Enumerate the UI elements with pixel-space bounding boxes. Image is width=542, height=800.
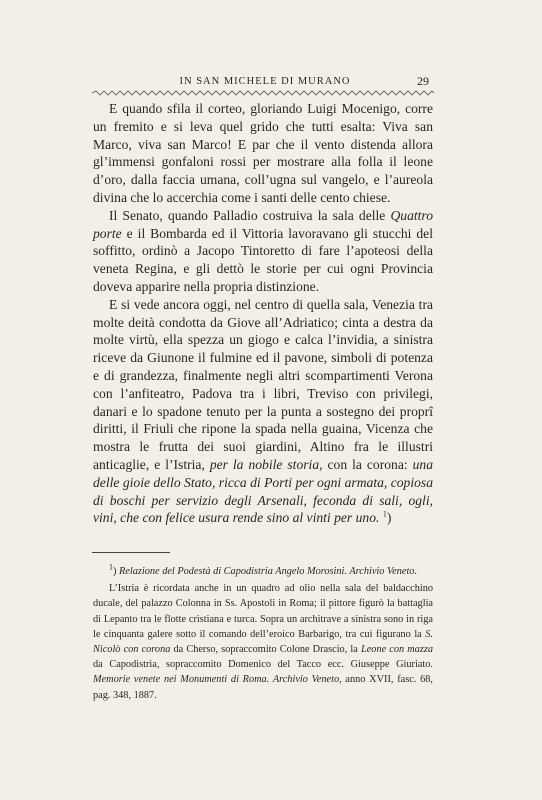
decorative-rule [92,90,434,96]
footnotes [93,564,433,705]
footnote-1: $^1$) Relazione del Podestà di Capodistria Angelo Morosini. Archivio Veneto. [109,562,418,577]
paragraph-3: E si vede ancora oggi, nel centro di quella sala, Venezia tra molte deità condotta da Giove all’Adriatico; cinta a destra da molte virtù, ella spezza un giogo e calca l’invidia, a sinistra riceve da Giunone il fulmine ed il pavone, simboli di potenza e di grandezza, finalmente negli altri scompartimenti Verona con l’anfiteatro, Padova tra i libri, Treviso con privilegi, danari e lo spadone tenuto per la punta a sostegno dei proprî diritti, il Friuli che ripone la spada nella guaina, Vicenza che mostra le frutta dei suoi giardini, Altino fra le illustri anticaglie, e l’Istria, per la nobile storia, con la corona: una delle gioie dello Stato, ricca di Porti per ogni armata, copiosa di boschi per servizio degli Arsenali, feconda di sali, ogli, vini, che con felice usura rende sino al vinti per uno. $^1$) [93,296,433,526]
footnote-divider [92,552,170,553]
footnote-ref[interactable]: 1 [382,509,387,519]
running-title: IN SAN MICHELE DI MURANO [179,76,351,87]
footnote-2: L’Istria è ricordata anche in un quadro ad olio nella sala del baldacchino ducale, del palazzo Colonna in Ss. Apostoli in Roma; il pittore figurò la battaglia di Lepanto tra le flotte cristiana e turca. Sopra un architrave a sinistra sono in riga le cinquanta galere sotto il comando dell’eroico Barbarigo, tra cui figurano la S. Nicolò con corona da Cherso, sopraccomito Colone Drascio, la Leone con mazza da Capodistria, sopraccomito Domenico del Tacco ecc. Giuseppe Giuriato. Memorie venete nei Monumenti di Roma. Archivio Veneto, anno XVII, fasc. 68, pag. 348, 1887. [93,583,433,701]
main-text [93,100,433,527]
paragraph-2: Il Senato, quando Palladio costruiva la sala delle Quattro porte e il Bombarda ed il Vittoria lavoravano gli stucchi del soffitto, ordinò a Jacopo Tintoretto di fare l’apoteosi della veneta Regina, e gli dettò le storie per cui ogni Provincia doveva apparire nella propria distinzione. [93,207,433,294]
page-number: 29 [417,74,429,88]
paragraph-1: E quando sfila il corteo, gloriando Luigi Mocenigo, corre un fremito e si leva quel grido che tutti esalta: Viva san Marco, viva san Marco! E par che il vento distenda allora gl’immensi gonfaloni rossi per mostrare alla folla il leone d’oro, dalla faccia umana, coll’ugna sul vangelo, e l’aureola divina che lo accerchia come i santi delle cento chiese. [93,101,433,205]
